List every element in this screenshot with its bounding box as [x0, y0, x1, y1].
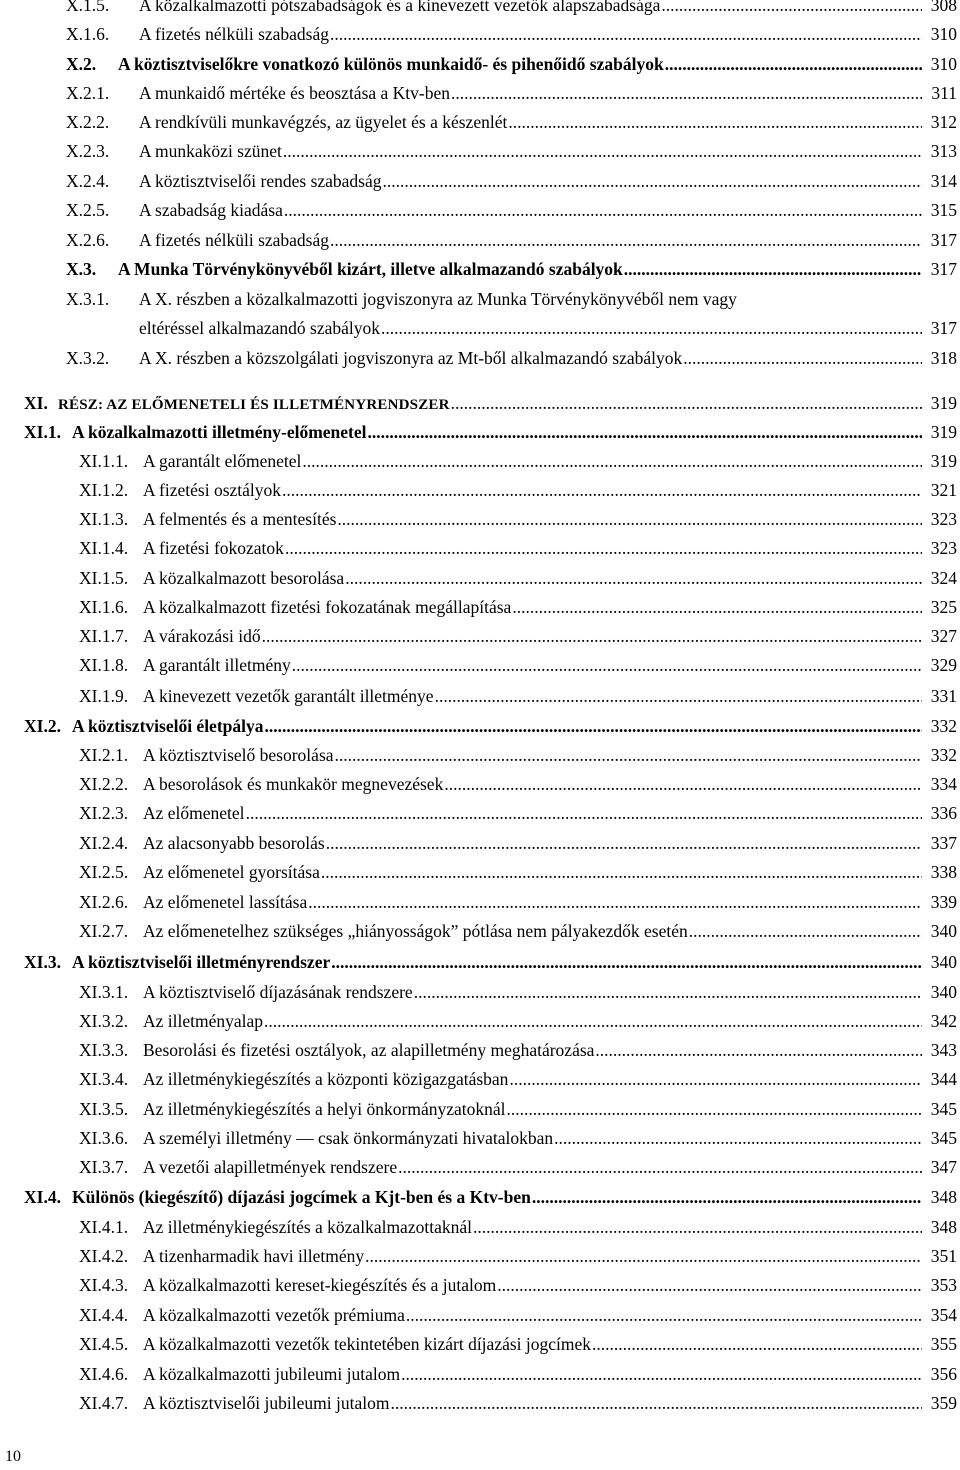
toc-leader-dots: [368, 421, 922, 443]
toc-entry-title: A vezetői alapilletmények rendszere: [143, 1157, 398, 1177]
toc-entry[interactable]: [79, 1039, 957, 1061]
toc-entry-title: A munkaidő mértéke és beosztása a Ktv-ben: [139, 83, 451, 103]
toc-entry-number: X.2.5.: [66, 200, 110, 220]
toc-entry-page: 323: [930, 509, 957, 529]
toc-entry[interactable]: [66, 82, 957, 104]
toc-entry-title: Az előmenetel gyorsítása: [143, 862, 320, 882]
toc-entry-number: XI.4.2.: [79, 1246, 129, 1266]
toc-leader-dots: [308, 891, 922, 913]
toc-entry[interactable]: [79, 596, 957, 618]
toc-entry-number: XI.3.6.: [79, 1128, 129, 1148]
toc-entry-title: Besorolási és fizetési osztályok, az alapilletmény meghatározása: [143, 1040, 595, 1060]
toc-entry-title: A kinevezett vezetők garantált illetménye: [143, 686, 434, 706]
toc-leader-dots: [365, 1245, 922, 1267]
toc-entry-title: Az előmenetel lassítása: [143, 892, 308, 912]
toc-entry[interactable]: [66, 258, 957, 280]
toc-entry-number: X.2.1.: [66, 83, 110, 103]
toc-leader-dots: [282, 479, 922, 501]
toc-entry-title: A fizetési fokozatok: [143, 538, 284, 558]
toc-leader-dots: [285, 537, 922, 559]
toc-entry-title: A közalkalmazotti vezetők tekintetében kizárt díjazási jogcímek: [143, 1334, 592, 1354]
toc-entry[interactable]: [24, 951, 957, 973]
toc-leader-dots: [262, 625, 922, 647]
toc-entry-title: A Munka Törvénykönyvéből kizárt, illetve alkalmazandó szabályok: [118, 259, 623, 279]
toc-entry[interactable]: [79, 508, 957, 530]
toc-entry-page: 343: [930, 1040, 957, 1060]
toc-entry-title: A tizenharmadik havi illetmény: [143, 1246, 365, 1266]
toc-leader-dots: [532, 1186, 922, 1208]
toc-entry-number: XI.2.: [24, 716, 61, 736]
toc-entry-page: 342: [930, 1011, 957, 1031]
toc-entry-number: XI.3.: [24, 952, 61, 972]
toc-entry-page: 356: [930, 1364, 957, 1384]
toc-entry-number: XI.1.5.: [79, 568, 129, 588]
toc-entry-page: 319: [930, 451, 957, 471]
toc-leader-dots: [414, 981, 922, 1003]
toc-leader-dots: [390, 1392, 922, 1414]
toc-entry-number: XI.2.3.: [79, 803, 129, 823]
toc-entry-page: 312: [930, 112, 957, 132]
toc-entry-title: A köztisztviselői jubileumi jutalom: [143, 1393, 390, 1413]
toc-entry[interactable]: [79, 920, 957, 942]
toc-entry[interactable]: [79, 1363, 957, 1385]
toc-entry-page: 318: [930, 348, 957, 368]
toc-entry[interactable]: [24, 1186, 957, 1208]
toc-entry[interactable]: [79, 981, 957, 1003]
toc-entry[interactable]: [66, 0, 957, 16]
toc-leader-dots: [435, 685, 922, 707]
toc-entry-number: XI.2.6.: [79, 892, 129, 912]
toc-entry[interactable]: [79, 1216, 957, 1238]
toc-leader-dots: [330, 229, 922, 251]
toc-entry-page: 340: [930, 952, 957, 972]
toc-entry-title: Az illetménykiegészítés a helyi önkormányzatoknál: [143, 1099, 506, 1119]
toc-leader-dots: [406, 1304, 922, 1326]
toc-leader-dots: [451, 392, 922, 414]
toc-entry-title: A fizetés nélküli szabadság: [139, 230, 330, 250]
toc-entry-page: 317: [930, 230, 957, 250]
toc-leader-dots: [383, 170, 922, 192]
toc-leader-dots: [398, 1156, 922, 1178]
toc-entry[interactable]: [66, 23, 957, 45]
toc-entry-page: 339: [930, 892, 957, 912]
toc-entry-title: A várakozási idő: [143, 626, 261, 646]
toc-entry-number: XI.2.4.: [79, 833, 129, 853]
toc-entry-title: A közalkalmazotti illetmény-előmenetel: [72, 422, 367, 442]
toc-entry-page: 334: [930, 774, 957, 794]
toc-leader-dots: [284, 199, 922, 221]
toc-entry-number: XI.4.5.: [79, 1334, 129, 1354]
toc-leader-dots: [508, 111, 922, 133]
toc-entry-page: 327: [930, 626, 957, 646]
toc-entry[interactable]: [79, 654, 957, 676]
toc-leader-dots: [330, 23, 922, 45]
toc-entry-page: 359: [930, 1393, 957, 1413]
toc-entry-page: 332: [930, 716, 957, 736]
toc-entry-number: X.2.4.: [66, 171, 110, 191]
toc-entry-number: X.2.3.: [66, 141, 110, 161]
toc-leader-dots: [661, 0, 922, 16]
toc-entry-number: XI.3.3.: [79, 1040, 129, 1060]
toc-entry-page: 317: [930, 259, 957, 279]
toc-entry-page: 353: [930, 1275, 957, 1295]
toc-entry-title: Különös (kiegészítő) díjazási jogcímek a Kjt-ben és a Ktv-ben: [72, 1187, 531, 1207]
toc-entry-title: A köztisztviselői életpálya: [72, 716, 264, 736]
toc-entry-page: 329: [930, 655, 957, 675]
toc-entry[interactable]: [79, 1127, 957, 1149]
toc-entry-number: X.2.2.: [66, 112, 110, 132]
toc-entry-title: A felmentés és a mentesítés: [143, 509, 337, 529]
toc-entry-number: XI.3.4.: [79, 1069, 129, 1089]
toc-entry-number: X.1.5.: [66, 0, 110, 15]
toc-leader-dots: [335, 744, 922, 766]
toc-entry-page: 332: [930, 745, 957, 765]
toc-entry-title: A garantált előmenetel: [143, 451, 302, 471]
toc-entry-number: XI.4.4.: [79, 1305, 129, 1325]
toc-entry-title: A közalkalmazotti pótszabadságok és a kinevezett vezetők alapszabadsága: [139, 0, 661, 15]
toc-entry[interactable]: [66, 111, 957, 133]
toc-entry-page: 324: [930, 568, 957, 588]
toc-entry-number: XI.1.1.: [79, 451, 129, 471]
toc-entry-title: Az előmenetel: [143, 803, 245, 823]
toc-entry-page: 310: [930, 24, 957, 44]
toc-entry-page: 310: [930, 54, 957, 74]
toc-entry-number: XI.1.3.: [79, 509, 129, 529]
toc-entry-page: 351: [930, 1246, 957, 1266]
toc-entry-number: XI.4.6.: [79, 1364, 129, 1384]
toc-entry-number: XI.1.7.: [79, 626, 129, 646]
toc-leader-dots: [401, 1363, 922, 1385]
toc-leader-dots: [451, 82, 922, 104]
toc-leader-dots: [283, 140, 922, 162]
toc-entry-number: XI.1.2.: [79, 480, 129, 500]
toc-entry-number: XI.: [24, 393, 48, 413]
toc-entry[interactable]: [66, 199, 957, 221]
toc-entry[interactable]: [79, 1274, 957, 1296]
toc-entry[interactable]: [24, 715, 957, 737]
toc-entry-title: A köztisztviselői rendes szabadság: [139, 171, 382, 191]
toc-leader-dots: [302, 450, 922, 472]
toc-entry[interactable]: [79, 861, 957, 883]
toc-entry-number: XI.1.8.: [79, 655, 129, 675]
toc-entry-title: A közalkalmazotti vezetők prémiuma: [143, 1305, 405, 1325]
toc-entry-page: 337: [930, 833, 957, 853]
toc-entry[interactable]: [79, 685, 957, 707]
toc-entry-title: A köztisztviselőkre vonatkozó különös munkaidő- és pihenőidő szabályok: [118, 54, 664, 74]
toc-entry-number: XI.2.1.: [79, 745, 129, 765]
toc-entry-number: XI.2.7.: [79, 921, 129, 941]
toc-entry-title: A közalkalmazotti kereset-kiegészítés és a jutalom: [143, 1275, 497, 1295]
toc-entry[interactable]: [79, 567, 957, 589]
toc-entry[interactable]: [79, 891, 957, 913]
toc-entry-number: X.3.: [66, 259, 97, 279]
toc-entry-number: XI.3.5.: [79, 1099, 129, 1119]
toc-entry-title: A X. részben a közszolgálati jogviszonyra az Mt-ből alkalmazandó szabályok: [139, 348, 683, 368]
toc-entry-title: A garantált illetmény: [143, 655, 291, 675]
toc-leader-dots: [345, 567, 922, 589]
toc-entry-page: 319: [930, 393, 957, 413]
toc-leader-dots: [264, 1010, 922, 1032]
toc-entry-number: X.1.6.: [66, 24, 110, 44]
toc-entry-page: 344: [930, 1069, 957, 1089]
toc-leader-dots: [683, 347, 922, 369]
toc-entry[interactable]: [79, 479, 957, 501]
toc-entry[interactable]: [66, 140, 957, 162]
toc-leader-dots: [624, 258, 922, 280]
toc-entry-page: 319: [930, 422, 957, 442]
toc-entry-number: XI.1.: [24, 422, 61, 442]
toc-entry-title: Az illetményalap: [143, 1011, 264, 1031]
toc-entry-page: 348: [930, 1187, 957, 1207]
toc-entry-page: 314: [930, 171, 957, 191]
toc-entry-title: Az illetménykiegészítés a központi közigazgatásban: [143, 1069, 509, 1089]
toc-entry-page: 321: [930, 480, 957, 500]
toc-entry-page: 336: [930, 803, 957, 823]
toc-entry-number: X.3.2.: [66, 348, 110, 368]
toc-leader-dots: [381, 317, 922, 339]
toc-entry[interactable]: [79, 1010, 957, 1032]
toc-entry-number: XI.3.2.: [79, 1011, 129, 1031]
toc-entry-title: A köztisztviselő besorolása: [143, 745, 334, 765]
toc-entry[interactable]: [79, 1392, 957, 1414]
toc-leader-dots: [473, 1216, 922, 1238]
toc-entry-number: XI.4.1.: [79, 1217, 129, 1237]
toc-entry-number: X.2.: [66, 54, 97, 74]
toc-entry-title-continuation: eltéréssel alkalmazandó szabályok: [139, 318, 381, 338]
toc-entry-number: X.2.6.: [66, 230, 110, 250]
toc-entry[interactable]: [79, 625, 957, 647]
page-number: 10: [5, 1448, 21, 1465]
toc-entry[interactable]: [79, 802, 957, 824]
toc-entry-page: 348: [930, 1217, 957, 1237]
toc-entry[interactable]: [66, 288, 737, 310]
toc-entry-page: 355: [930, 1334, 957, 1354]
toc-entry[interactable]: [24, 421, 957, 443]
toc-leader-dots: [292, 654, 922, 676]
toc-leader-dots: [509, 1068, 922, 1090]
toc-entry-title: Az előmenetelhez szükséges „hiányosságok” pótlása nem pályakezdők esetén: [143, 921, 688, 941]
toc-leader-dots: [595, 1039, 922, 1061]
toc-entry-page: 325: [930, 597, 957, 617]
toc-leader-dots: [507, 1098, 922, 1120]
toc-entry-page: 345: [930, 1128, 957, 1148]
toc-entry[interactable]: [79, 773, 957, 795]
toc-entry[interactable]: [66, 53, 957, 75]
toc-entry[interactable]: [79, 1156, 957, 1178]
toc-entry-page: 340: [930, 921, 957, 941]
toc-entry-number: XI.4.3.: [79, 1275, 129, 1295]
toc-entry[interactable]: [79, 450, 957, 472]
toc-entry-title: A köztisztviselő díjazásának rendszere: [143, 982, 413, 1002]
toc-entry-page: 311: [931, 83, 957, 103]
toc-entry[interactable]: [66, 170, 957, 192]
toc-entry-title: A fizetés nélküli szabadság: [139, 24, 330, 44]
toc-entry[interactable]: [79, 744, 957, 766]
toc-leader-dots: [592, 1333, 922, 1355]
toc-entry-title: A köztisztviselői illetményrendszer: [72, 952, 331, 972]
toc-entry-title: A közalkalmazotti jubileumi jutalom: [143, 1364, 401, 1384]
toc-leader-dots: [497, 1274, 922, 1296]
toc-leader-dots: [665, 53, 922, 75]
toc-entry-title: A munkaközi szünet: [139, 141, 282, 161]
toc-entry-page: 354: [930, 1305, 957, 1325]
toc-entry-page: 338: [930, 862, 957, 882]
toc-entry[interactable]: [24, 392, 957, 416]
toc-leader-dots: [512, 596, 922, 618]
toc-entry-title: A besorolások és munkakör megnevezések: [143, 774, 444, 794]
toc-leader-dots: [246, 802, 922, 824]
toc-entry[interactable]: [79, 1068, 957, 1090]
toc-entry-page: 317: [930, 318, 957, 338]
toc-entry[interactable]: [79, 1304, 957, 1326]
toc-entry-page: 308: [930, 0, 957, 15]
toc-leader-dots: [337, 508, 922, 530]
toc-entry[interactable]: [79, 1098, 957, 1120]
toc-entry-title: A szabadság kiadása: [139, 200, 283, 220]
toc-entry-number: X.3.1.: [66, 289, 110, 309]
toc-entry[interactable]: [79, 537, 957, 559]
toc-entry[interactable]: [66, 347, 957, 369]
toc-leader-dots: [265, 715, 922, 737]
toc-entry-number: XI.4.7.: [79, 1393, 129, 1413]
toc-entry-page: 315: [930, 200, 957, 220]
toc-entry-page: 340: [930, 982, 957, 1002]
toc-leader-dots: [326, 832, 922, 854]
toc-entry-number: XI.4.: [24, 1187, 61, 1207]
toc-entry-title: A közalkalmazott besorolása: [143, 568, 345, 588]
toc-entry[interactable]: [139, 317, 957, 339]
toc-leader-dots: [444, 773, 922, 795]
toc-entry-title: Az illetménykiegészítés a közalkalmazottaknál: [143, 1217, 472, 1237]
toc-leader-dots: [321, 861, 922, 883]
toc-entry-title: RÉSZ: AZ ELŐMENETELI ÉS ILLETMÉNYRENDSZER: [58, 397, 450, 413]
toc-entry-number: XI.2.2.: [79, 774, 129, 794]
toc-entry-number: XI.1.4.: [79, 538, 129, 558]
toc-entry-title: A rendkívüli munkavégzés, az ügyelet és a készenlét: [139, 112, 508, 132]
toc-entry-page: 331: [930, 686, 957, 706]
toc-entry-page: 347: [930, 1157, 957, 1177]
toc-entry-number: XI.1.6.: [79, 597, 129, 617]
toc-leader-dots: [689, 920, 922, 942]
toc-entry-title: A közalkalmazott fizetési fokozatának megállapítása: [143, 597, 512, 617]
toc-entry[interactable]: [79, 832, 957, 854]
toc-entry[interactable]: [79, 1245, 957, 1267]
toc-entry-number: XI.3.7.: [79, 1157, 129, 1177]
toc-entry-page: 313: [930, 141, 957, 161]
toc-entry-title: A személyi illetmény — csak önkormányzati hivatalokban: [143, 1128, 554, 1148]
toc-entry[interactable]: [79, 1333, 957, 1355]
toc-entry-number: XI.2.5.: [79, 862, 129, 882]
toc-entry-title: A fizetési osztályok: [143, 480, 282, 500]
toc-entry-title: Az alacsonyabb besorolás: [143, 833, 325, 853]
toc-entry-page: 323: [930, 538, 957, 558]
toc-entry-number: XI.3.1.: [79, 982, 129, 1002]
toc-entry-page: 345: [930, 1099, 957, 1119]
toc-entry[interactable]: [66, 229, 957, 251]
toc-leader-dots: [554, 1127, 922, 1149]
toc-leader-dots: [331, 951, 922, 973]
toc-entry-title: A X. részben a közalkalmazotti jogviszonyra az Munka Törvénykönyvéből nem vagy: [139, 289, 737, 309]
toc-entry-number: XI.1.9.: [79, 686, 129, 706]
